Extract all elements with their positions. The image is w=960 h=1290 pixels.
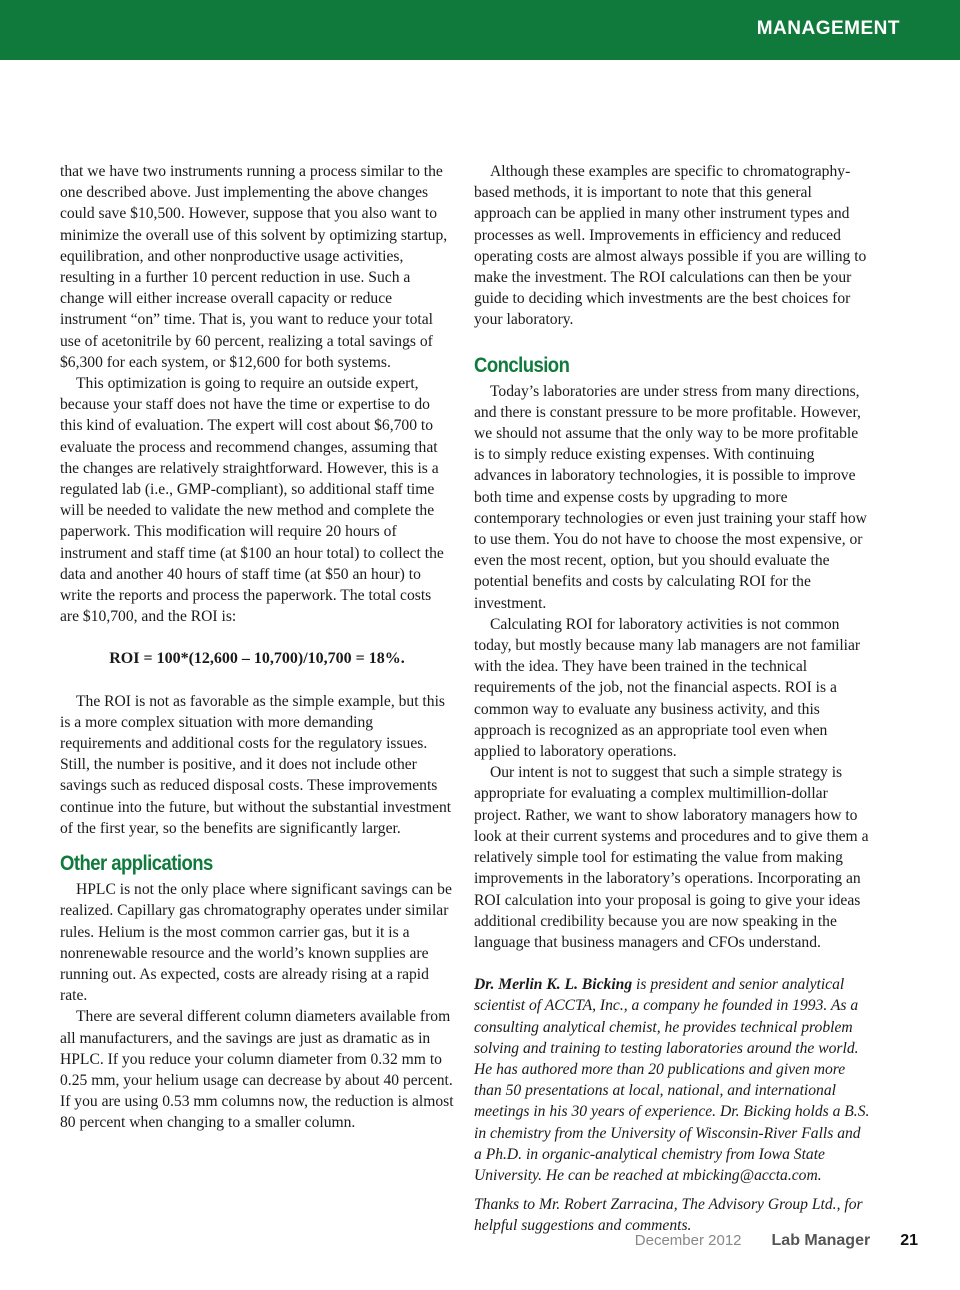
left-column	[60, 161, 454, 1134]
paragraph: Today’s laboratories are under stress from many directions, and there is constant pressure to be more profitable. However, we should not assume that the only way to be more profitable is to simply reduce existing expenses. With continuing advances in laboratory technologies, it is possible to improve both time and expense costs by upgrading to more contemporary technologies or even just training your staff how to use them. You do not have to choose the most expensive, or even the most recent, option, but you should evaluate the potential benefits and costs by calculating ROI for the investment.	[474, 382, 867, 612]
right-column	[474, 161, 870, 1237]
paragraph: Calculating ROI for laboratory activities is not common today, but mostly because many lab managers are not familiar with the idea. They have been trained in the technical requirements of the job, not the financial aspects. ROI is a common way to evaluate any business activity, and this approach is recognized as an appropriate tool even when applied to laboratory operations.	[474, 615, 861, 761]
paragraph: This optimization is going to require an outside expert, because your staff does not have the time or expertise to do this kind of evaluation. The expert will cost about $6,700 to evaluate the process and recommend changes, assuming that the changes are relatively straightforward. However, this is a regulated lab (i.e., GMP-compliant), so additional staff time will be needed to validate the new method and complete the paperwork. This modification will require 20 hours of instrument and staff time (at $100 an hour total) to collect the data and another 40 hours of staff time (at $50 an hour) to write the reports and process the paperwork. The total costs are $10,700, and the ROI is:	[60, 375, 444, 626]
paragraph: There are several different column diameters available from all manufacturers, and the savings are just as dramatic as in HPLC. If you reduce your column diameter from 0.32 mm to 0.25 mm, your helium usage can decrease by about 40 percent. If you are using 0.53 mm columns now, the reduction is almost 80 percent when changing to a smaller column.	[60, 1008, 454, 1132]
magazine-name: Lab Manager	[771, 1232, 871, 1249]
paragraph: that we have two instruments running a process similar to the one described above. Just implementing the above changes could save $10,500. However, suppose that you also want to minimize the overall use of this solvent by optimizing startup, equilibration, and other nonproductive usage activities, resulting in a further 10 percent reduction in use. Such a change will either increase overall capacity or reduce instrument “on” time. That is, you want to reduce your total use of acetonitrile by 60 percent, realizing a total savings of $6,300 for each system, or $12,600 for both systems.	[60, 163, 448, 371]
page-number: 21	[900, 1232, 918, 1249]
paragraph: Although these examples are specific to chromatography-based methods, it is important to note that this general approach can be applied in many other instrument types and processes as well. Improvements in efficiency and reduced operating costs are almost always possible if you are willing to make the investment. The ROI calculations can then be your guide to deciding which investments are the best choices for your laboratory.	[474, 163, 867, 329]
section-heading-other-applications: Other applications	[60, 852, 213, 876]
section-label: MANAGEMENT	[756, 18, 900, 39]
author-name: Dr. Merlin K. L. Bicking	[474, 976, 633, 994]
author-bio	[474, 974, 870, 1186]
author-bio-text: is president and senior analytical scientist of ACCTA, Inc., a company he founded in 1993. As a consulting analytical chemist, he provides technical problem solving and training to testing laboratories around the world. He has authored more than 20 publications and given more than 50 presentations at local, national, and international meetings in his 30 years of experience. Dr. Bicking holds a B.S. in chemistry from the University of Wisconsin-River Falls and a Ph.D. in organic-analytical chemistry from Iowa State University. He can be reached at mbicking@accta.com.	[474, 976, 870, 1184]
section-heading-conclusion: Conclusion	[474, 353, 570, 377]
acknowledgement: Thanks to Mr. Robert Zarracina, The Advisory Group Ltd., for helpful suggestions and comments.	[474, 1196, 863, 1235]
roi-formula: ROI = 100*(12,600 – 10,700)/10,700 = 18%.	[109, 650, 405, 668]
paragraph: The ROI is not as favorable as the simple example, but this is a more complex situation with more demanding requirements and additional costs for the regulatory issues. Still, the number is positive, and it does not include other savings such as reduced disposal costs. These improvements continue into the future, but without the substantial investment of the first year, so the benefits are significantly larger.	[60, 692, 452, 837]
paragraph: HPLC is not the only place where significant savings can be realized. Capillary gas chromatography operates under similar rules. Helium is the most common carrier gas, but it is a nonrenewable resource and the world’s known supplies are running out. As expected, costs are already rising at a rapid rate.	[60, 881, 452, 1005]
paragraph: Our intent is not to suggest that such a simple strategy is appropriate for evaluating a complex multimillion-dollar project. Rather, we want to show laboratory managers how to look at their current systems and procedures and to give them a relatively simple tool for estimating the value from making improvements in the laboratory’s operations. Incorporating an ROI calculation into your proposal is going to give your ideas additional credibility because you are now speaking in the language that business managers and CFOs understand.	[474, 764, 869, 951]
page-footer	[635, 1232, 918, 1250]
issue-date: December 2012	[634, 1232, 742, 1249]
